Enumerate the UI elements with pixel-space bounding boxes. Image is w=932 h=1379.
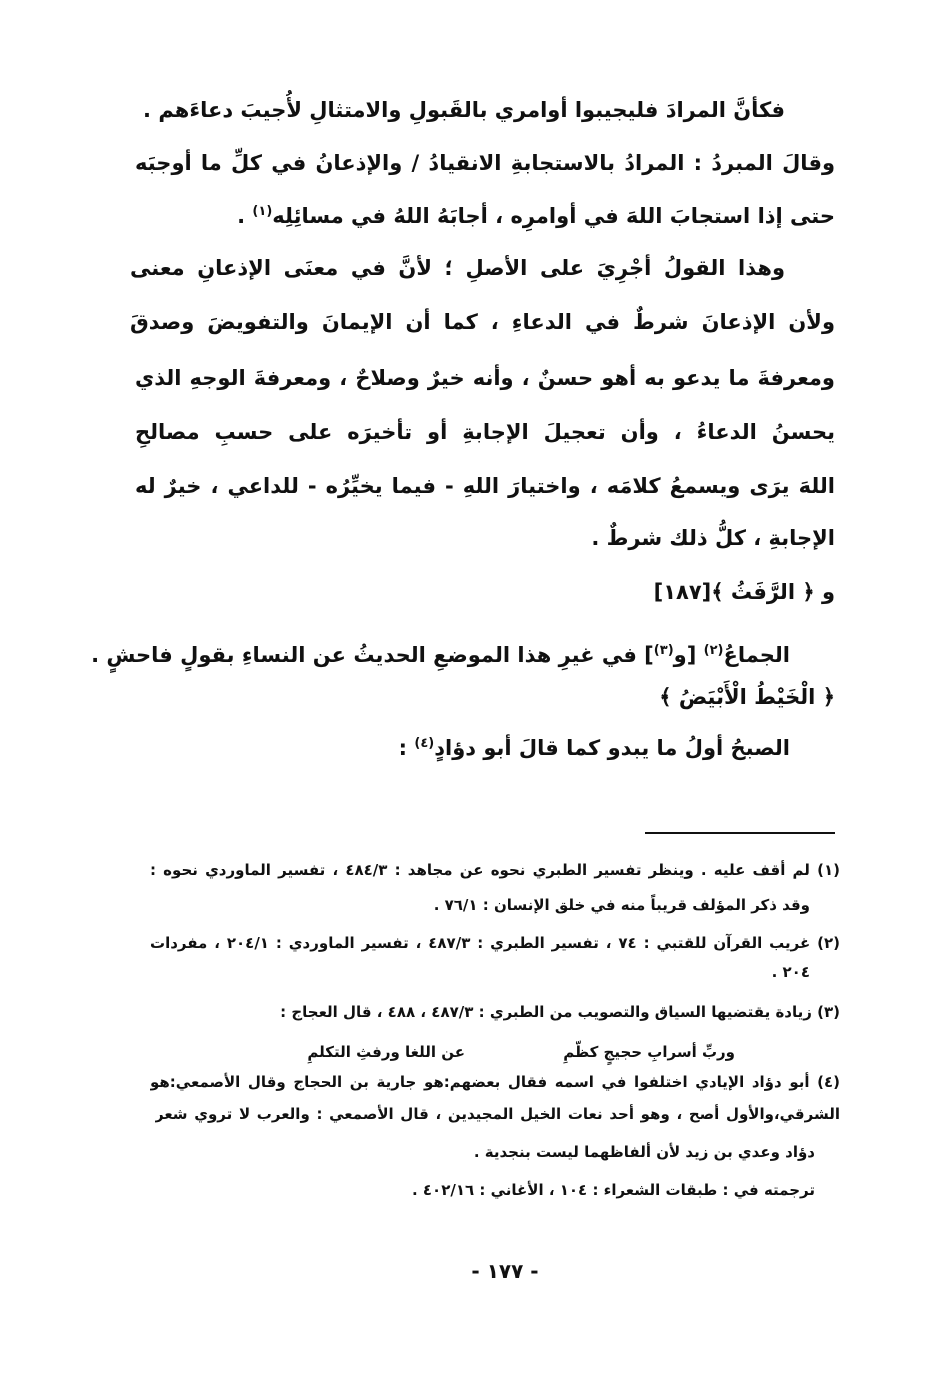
body-line-11 bbox=[91, 635, 790, 675]
body-line-4: وهذا القولُ أجْرِيَ على الأصلِ ؛ لأنَّ في معنَى الإذعانِ معنى bbox=[130, 256, 785, 280]
quran-entry-khayt: ﴿ الْخَيْطُ الْأَبْيَضُ ﴾ bbox=[659, 685, 835, 709]
verse-first-hemistich: وربِّ أسرابِ حجيجٍ كظّمِ bbox=[563, 1043, 735, 1061]
body-line-3 bbox=[237, 196, 835, 236]
body-line-8: اللهَ يرَى ويسمعُ كلامَه ، واختيارَ اللهِ - فيما يخيِّرُه - للداعي ، خيرٌ له bbox=[135, 474, 835, 498]
footnote-ref-4: (٤) bbox=[414, 736, 435, 751]
body-line-1: فكأنَّ المرادَ فليجيبوا أوامري بالقَبولِ والامتثالِ لأُجيبَ دعاءَهم . bbox=[143, 98, 785, 122]
footnote-2-line-1: (٢) غريب القرآن للقتبي : ٧٤ ، تفسير الطبري : ٤٨٧/٣ ، تفسير الماوردي : ٢٠٤/١ ، مفردات bbox=[150, 934, 840, 952]
body-line-3-tail: . bbox=[237, 204, 253, 228]
body-line-9: الإجابةِ ، كلُّ ذلك شرطٌ . bbox=[591, 526, 835, 550]
footnote-separator bbox=[645, 832, 835, 834]
footnote-3-line-1: (٣) زيادة يقتضيها السياق والتصويب من الطبري : ٤٨٧/٣ ، ٤٨٨ ، قال العجاج : bbox=[280, 1003, 840, 1021]
body-line-13-text: الصبحُ أولُ ما يبدو كما قالَ أبو دؤادٍ bbox=[434, 736, 790, 760]
body-line-3-text: حتى إذا استجابَ اللهَ في أوامرِه ، أجابَهُ اللهُ في مسائِلِه bbox=[272, 204, 835, 228]
page-number: - ١٧٧ - bbox=[471, 1259, 539, 1283]
body-line-11-b: [و bbox=[673, 643, 704, 667]
footnote-4-line-3: دؤاد وعدي بن زيد لأن ألفاظهما ليست بنجدية . bbox=[473, 1143, 815, 1161]
body-line-11-c: ] في غيرِ هذا الموضعِ الحديثُ عن النساءِ بقولٍ فاحشٍ . bbox=[91, 643, 654, 667]
footnote-4-line-1: (٤) أبو دؤاد الإيادي اختلفوا في اسمه فقال بعضهم:هو جارية بن الحجاج وقال الأصمعي:هو bbox=[150, 1073, 840, 1091]
footnote-ref-2: (٢) bbox=[703, 643, 724, 658]
body-line-5: ولأن الإذعانَ شرطٌ في الدعاءِ ، كما أن الإيمانَ والتفويضَ وصدقَ bbox=[130, 310, 835, 334]
body-line-6: ومعرفةَ ما يدعو به أهو حسنٌ ، وأنه خيرٌ وصلاحٌ ، ومعرفةَ الوجهِ الذي bbox=[135, 366, 835, 390]
quran-entry-rafath: و ﴿ الرَّفَثُ ﴾[١٨٧] bbox=[653, 580, 835, 604]
body-line-2: وقالَ المبردُ : المرادُ بالاستجابةِ الانقيادُ / والإذعانُ في كلِّ ما أوجبَه bbox=[135, 151, 835, 175]
footnote-2-line-2: ٢٠٤ . bbox=[771, 963, 810, 981]
body-line-13-tail: : bbox=[398, 736, 415, 760]
footnote-4-line-4: ترجمته في : طبقات الشعراء : ١٠٤ ، الأغاني : ٤٠٢/١٦ . bbox=[411, 1181, 815, 1199]
body-line-7: يحسنُ الدعاءُ ، وأن تعجيلَ الإجابةِ أو تأخيرَه على حسبِ مصالحِ bbox=[135, 420, 835, 444]
verse-second-hemistich: عن اللغا ورفثِ التكلمِ bbox=[307, 1043, 465, 1061]
body-line-11-a: الجماعُ bbox=[723, 643, 790, 667]
footnote-4-line-2: الشرقي،والأول أصح ، وهو أحد نعات الخيل المجيدين ، قال الأصمعي : والعرب لا تروي شعر bbox=[155, 1105, 840, 1123]
footnote-ref-1: (١) bbox=[252, 204, 273, 219]
footnote-1-line-2: وقد ذكر المؤلف قريباً منه في خلق الإنسان : ٧٦/١ . bbox=[433, 896, 810, 914]
body-line-13 bbox=[399, 728, 790, 768]
footnote-1-line-1: (١) لم أقف عليه . وينظر تفسير الطبري نحوه عن مجاهد : ٤٨٤/٣ ، تفسير الماوردي نحوه : bbox=[150, 861, 840, 879]
footnote-ref-3: (٣) bbox=[653, 643, 674, 658]
